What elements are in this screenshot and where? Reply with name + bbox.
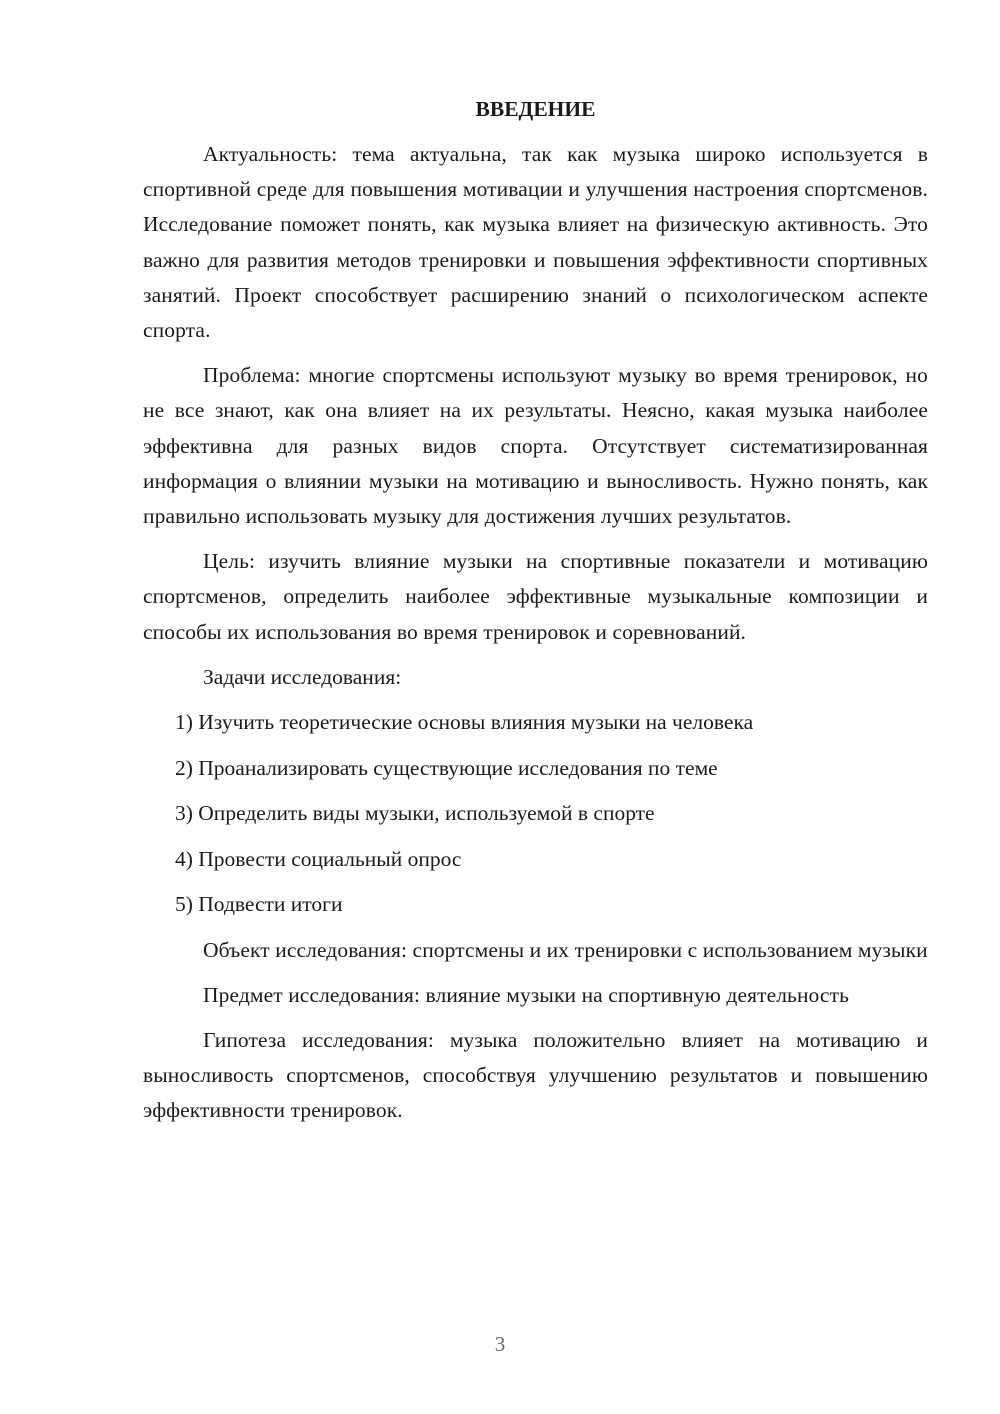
paragraph-object: Объект исследования: спортсмены и их тренировки с использованием музыки [203,937,928,962]
document-page [143,92,928,1139]
paragraph-hypothesis: Гипотеза исследования: музыка положительно влияет на мотивацию и выносливость спортсменов, способствуя улучшению результатов и повышению эффективности тренировок. [143,1027,928,1123]
paragraph-goal: Цель: изучить влияние музыки на спортивные показатели и мотивацию спортсменов, определить наиболее эффективные музыкальные композиции и способы их использования во время тренировок и соревнований. [143,549,928,644]
page-number: 3 [494,1332,506,1356]
task-item-2: 2) Проанализировать существующие исследования по теме [175,755,718,780]
page-title: ВВЕДЕНИЕ [475,97,596,121]
task-item-4: 4) Провести социальный опрос [175,846,462,871]
task-item-3: 3) Определить виды музыки, используемой в спорте [175,801,655,826]
paragraph-relevance: Актуальность: тема актуальна, так как музыка широко используется в спортивной среде для повышения мотивации и улучшения настроения спортсменов. Исследование поможет понять, как музыка влияет на физическую активность. Это важно для развития методов тренировки и повышения эффективности спортивных занятий. Проект способствует расширению знаний о психологическом аспекте спорта. [143,142,928,343]
task-item-5: 5) Подвести итоги [175,892,343,917]
paragraph-problem: Проблема: многие спортсмены используют музыку во время тренировок, но не все знают, как она влияет на их результаты. Неясно, какая музыка наиболее эффективна для разных видов спорта. Отсутствует систематизированная информация о влиянии музыки на мотивацию и выносливость. Нужно понять, как правильно использовать музыку для достижения лучших результатов. [143,363,928,529]
tasks-heading: Задачи исследования: [203,664,402,689]
paragraph-subject: Предмет исследования: влияние музыки на спортивную деятельность [203,982,849,1007]
task-item-1: 1) Изучить теоретические основы влияния музыки на человека [175,710,754,735]
